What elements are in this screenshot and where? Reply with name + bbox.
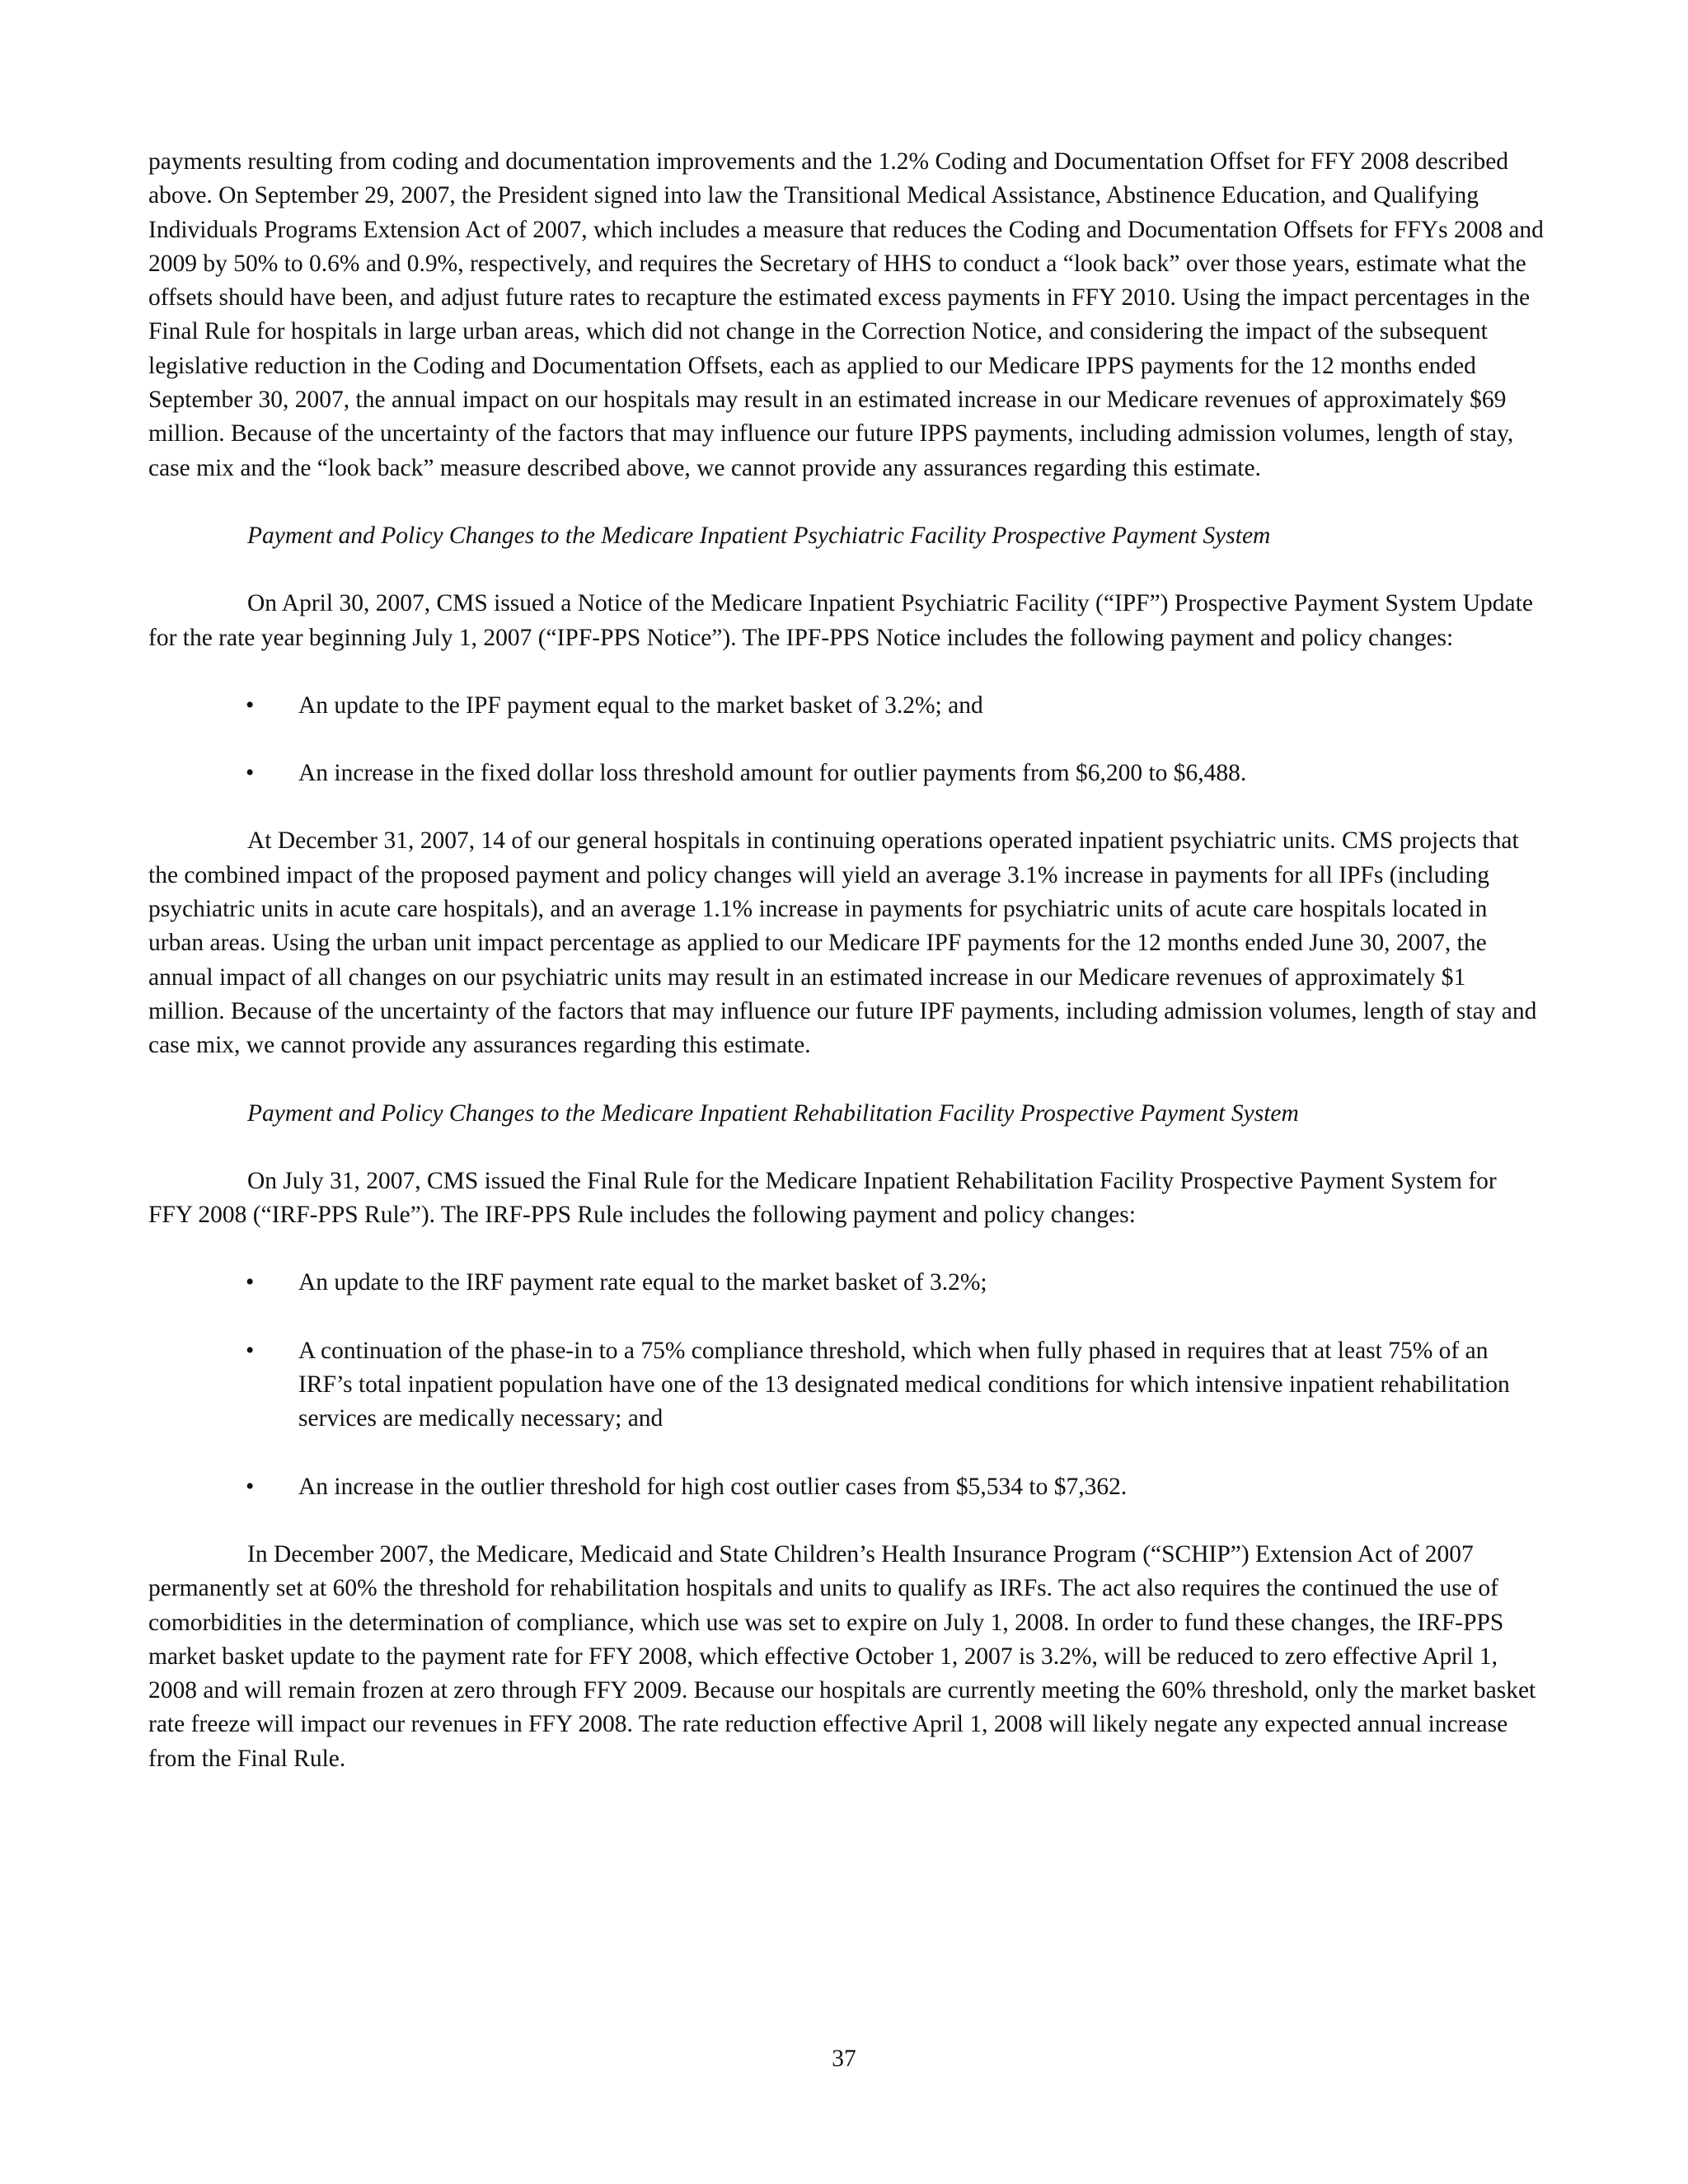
section-heading-irf: Payment and Policy Changes to the Medicare Inpatient Rehabilitation Facility Prospective Payment System xyxy=(247,1099,1299,1127)
bullet-icon: • xyxy=(246,1269,255,1296)
bullet-icon: • xyxy=(246,691,255,719)
paragraph-irf-rule: On July 31, 2007, CMS issued the Final Rule for the Medicare Inpatient Rehabilitation Facility Prospective Payment System for FFY 2008 (“IRF-PPS Rule”). The IRF-PPS Rule includes the following payment and policy changes: xyxy=(148,1167,1497,1229)
bullet-icon: • xyxy=(246,1337,255,1364)
paragraph-ipf-notice: On April 30, 2007, CMS issued a Notice of the Medicare Inpatient Psychiatric Facility (“IPF”) Prospective Payment System Update for the rate year beginning July 1, 2007 (“IPF-PPS Notice”). The IPF-PPS Notice includes the following payment and policy changes: xyxy=(148,590,1533,651)
irf-bullet-list xyxy=(148,1266,1545,1503)
section-heading-ipf: Payment and Policy Changes to the Medicare Inpatient Psychiatric Facility Prospective Payment System xyxy=(247,522,1271,549)
list-item-text: An increase in the fixed dollar loss threshold amount for outlier payments from $6,200 to $6,488. xyxy=(298,760,1247,787)
list-item xyxy=(148,1334,1545,1436)
list-item-text: A continuation of the phase-in to a 75% compliance threshold, which when fully phased in requires that at least 75% of an IRF’s total inpatient population have one of the 13 designated medical conditions for which intensive inpatient rehabilitation services are medically necessary; and xyxy=(298,1337,1510,1432)
list-item xyxy=(148,757,1545,790)
list-item xyxy=(148,1470,1545,1504)
list-item xyxy=(148,1266,1545,1300)
page-number: 37 xyxy=(832,2046,856,2072)
document-body xyxy=(148,145,1545,1810)
paragraph-schip-act: In December 2007, the Medicare, Medicaid and State Children’s Health Insurance Program (“SCHIP”) Extension Act of 2007 permanently set at 60% the threshold for rehabilitation hospitals and units to qualify as IRFs. The act also requires the continued the use of comorbidities in the determination of compliance, which use was set to expire on July 1, 2008. In order to fund these changes, the IRF-PPS market basket update to the payment rate for FFY 2008, which effective October 1, 2007 is 3.2%, will be reduced to zero effective April 1, 2008 and will remain frozen at zero through FFY 2009. Because our hospitals are currently meeting the 60% threshold, only the market basket rate freeze will impact our revenues in FFY 2008. The rate reduction effective April 1, 2008 will likely negate any expected annual increase from the Final Rule. xyxy=(148,1540,1536,1772)
ipf-bullet-list xyxy=(148,689,1545,791)
bullet-icon: • xyxy=(246,760,255,787)
list-item-text: An update to the IRF payment rate equal to the market basket of 3.2%; xyxy=(298,1269,987,1296)
list-item-text: An update to the IPF payment equal to the market basket of 3.2%; and xyxy=(298,691,983,719)
bullet-icon: • xyxy=(246,1473,255,1500)
paragraph-ipf-impact: At December 31, 2007, 14 of our general hospitals in continuing operations operated inpatient psychiatric units. CMS projects that the combined impact of the proposed payment and policy changes will yield an average 3.1% increase in payments for all IPFs (including psychiatric units in acute care hospitals), and an average 1.1% increase in payments for psychiatric units of acute care hospitals located in urban areas. Using the urban unit impact percentage as applied to our Medicare IPF payments for the 12 months ended June 30, 2007, the annual impact of all changes on our psychiatric units may result in an estimated increase in our Medicare revenues of approximately $1 million. Because of the uncertainty of the factors that may influence our future IPF payments, including admission volumes, length of stay and case mix, we cannot provide any assurances regarding this estimate. xyxy=(148,827,1537,1059)
list-item xyxy=(148,689,1545,723)
paragraph-ipps-continuation: payments resulting from coding and documentation improvements and the 1.2% Coding and Documentation Offset for FFY 2008 described above. On September 29, 2007, the President signed into law the Transitional Medical Assistance, Abstinence Education, and Qualifying Individuals Programs Extension Act of 2007, which includes a measure that reduces the Coding and Documentation Offsets for FFYs 2008 and 2009 by 50% to 0.6% and 0.9%, respectively, and requires the Secretary of HHS to conduct a “look back” over those years, estimate what the offsets should have been, and adjust future rates to recapture the estimated excess payments in FFY 2010. Using the impact percentages in the Final Rule for hospitals in large urban areas, which did not change in the Correction Notice, and considering the impact of the subsequent legislative reduction in the Coding and Documentation Offsets, each as applied to our Medicare IPPS payments for the 12 months ended September 30, 2007, the annual impact on our hospitals may result in an estimated increase in our Medicare revenues of approximately $69 million. Because of the uncertainty of the factors that may influence our future IPPS payments, including admission volumes, length of stay, case mix and the “look back” measure described above, we cannot provide any assurances regarding this estimate. xyxy=(148,148,1544,481)
list-item-text: An increase in the outlier threshold for high cost outlier cases from $5,534 to $7,362. xyxy=(298,1473,1128,1500)
